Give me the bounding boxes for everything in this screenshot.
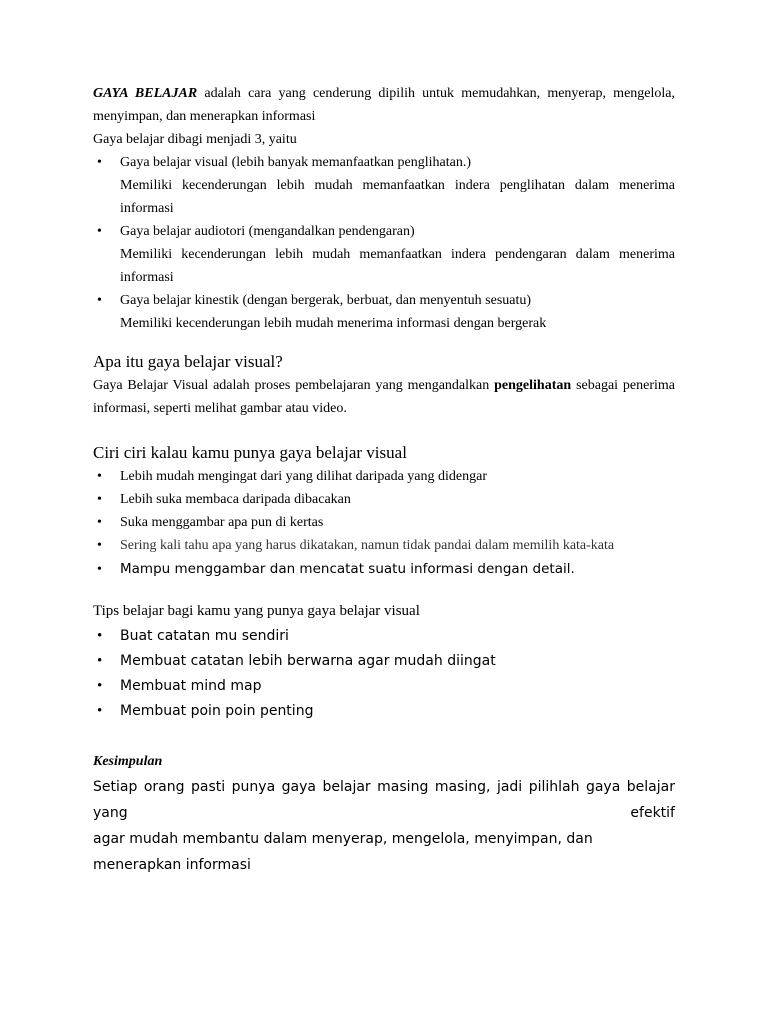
document-page <box>93 82 675 878</box>
conclusion-text: Setiap orang pasti punya gaya belajar masing masing, jadi pilihlah gaya belajar yang efektif <box>93 779 675 821</box>
type-description: Memiliki kecenderungan lebih mudah memanfaatkan indera penglihatan dalam menerima <box>120 178 675 193</box>
trait-text: Suka menggambar apa pun di kertas <box>120 515 324 530</box>
list-item <box>93 534 675 557</box>
section-heading: Tips belajar bagi kamu yang punya gaya belajar visual <box>93 603 420 619</box>
list-item <box>93 674 675 699</box>
visual-text: Gaya Belajar Visual adalah proses pembelajaran yang mengandalkan <box>93 378 490 393</box>
bullet-icon: • <box>97 492 102 507</box>
visual-definition-line2: informasi, seperti melihat gambar atau video. <box>93 401 347 416</box>
bullet-icon: • <box>97 155 102 170</box>
trait-text: Lebih suka membaca daripada dibacakan <box>120 492 351 507</box>
list-item <box>93 649 675 674</box>
list-item <box>93 511 675 534</box>
trait-text: Sering kali tahu apa yang harus dikatakan, namun tidak pandai dalam memilih kata-kata <box>120 538 615 553</box>
list-item <box>93 699 675 724</box>
intro-definition <box>93 82 675 105</box>
types-list <box>93 151 675 174</box>
list-item <box>93 151 675 174</box>
type-description: Memiliki kecenderungan lebih mudah memanfaatkan indera pendengaran dalam menerima <box>120 247 675 262</box>
list-item <box>93 624 675 649</box>
bullet-icon: • <box>97 628 103 644</box>
type-title: Gaya belajar audiotori (mengandalkan pendengaran) <box>120 224 415 239</box>
bullet-icon: • <box>97 538 102 553</box>
list-item <box>93 289 675 312</box>
intro-definition-text: adalah cara yang cenderung dipilih untuk memudahkan, menyerap, mengelola, <box>204 86 675 101</box>
tip-text: Buat catatan mu sendiri <box>120 628 289 644</box>
tip-text: Membuat poin poin penting <box>120 703 314 719</box>
bullet-icon: • <box>97 703 103 719</box>
bullet-icon: • <box>97 562 102 577</box>
list-item <box>93 488 675 511</box>
tips-list <box>93 624 675 724</box>
bullet-icon: • <box>97 224 102 239</box>
bold-word: pengelihatan <box>494 378 572 393</box>
intro-term: GAYA BELAJAR <box>93 86 198 101</box>
section-heading: Ciri ciri kalau kamu punya gaya belajar visual <box>93 443 407 462</box>
traits-list <box>93 465 675 582</box>
section-heading: Apa itu gaya belajar visual? <box>93 352 283 371</box>
trait-text: Lebih mudah mengingat dari yang dilihat daripada yang didengar <box>120 469 487 484</box>
list-item <box>93 465 675 488</box>
conclusion-heading: Kesimpulan <box>93 754 163 769</box>
trait-text: Mampu menggambar dan mencatat suatu informasi dengan detail. <box>120 561 575 577</box>
types-list <box>93 220 675 243</box>
type-description-line2: informasi <box>120 270 174 285</box>
tip-text: Membuat mind map <box>120 678 262 694</box>
bullet-icon: • <box>97 469 102 484</box>
conclusion-text-line2: agar mudah membantu dalam menyerap, mengelola, menyimpan, dan menerapkan informasi <box>93 831 593 873</box>
type-title: Gaya belajar visual (lebih banyak memanfaatkan penglihatan.) <box>120 155 472 170</box>
visual-definition <box>93 374 675 397</box>
tip-text: Membuat catatan lebih berwarna agar mudah diingat <box>120 653 496 669</box>
list-item <box>93 557 675 582</box>
bullet-icon: • <box>97 678 103 694</box>
type-title: Gaya belajar kinestik (dengan bergerak, berbuat, dan menyentuh sesuatu) <box>120 293 532 308</box>
list-item <box>93 220 675 243</box>
intro-definition-line2: menyimpan, dan menerapkan informasi <box>93 109 316 124</box>
bullet-icon: • <box>97 293 102 308</box>
type-description-line2: informasi <box>120 201 174 216</box>
bullet-icon: • <box>97 515 102 530</box>
bullet-icon: • <box>97 653 103 669</box>
types-list <box>93 289 675 312</box>
visual-text-after: sebagai penerima <box>576 378 676 393</box>
type-description: Memiliki kecenderungan lebih mudah menerima informasi dengan bergerak <box>120 316 547 331</box>
intro-division: Gaya belajar dibagi menjadi 3, yaitu <box>93 132 297 147</box>
